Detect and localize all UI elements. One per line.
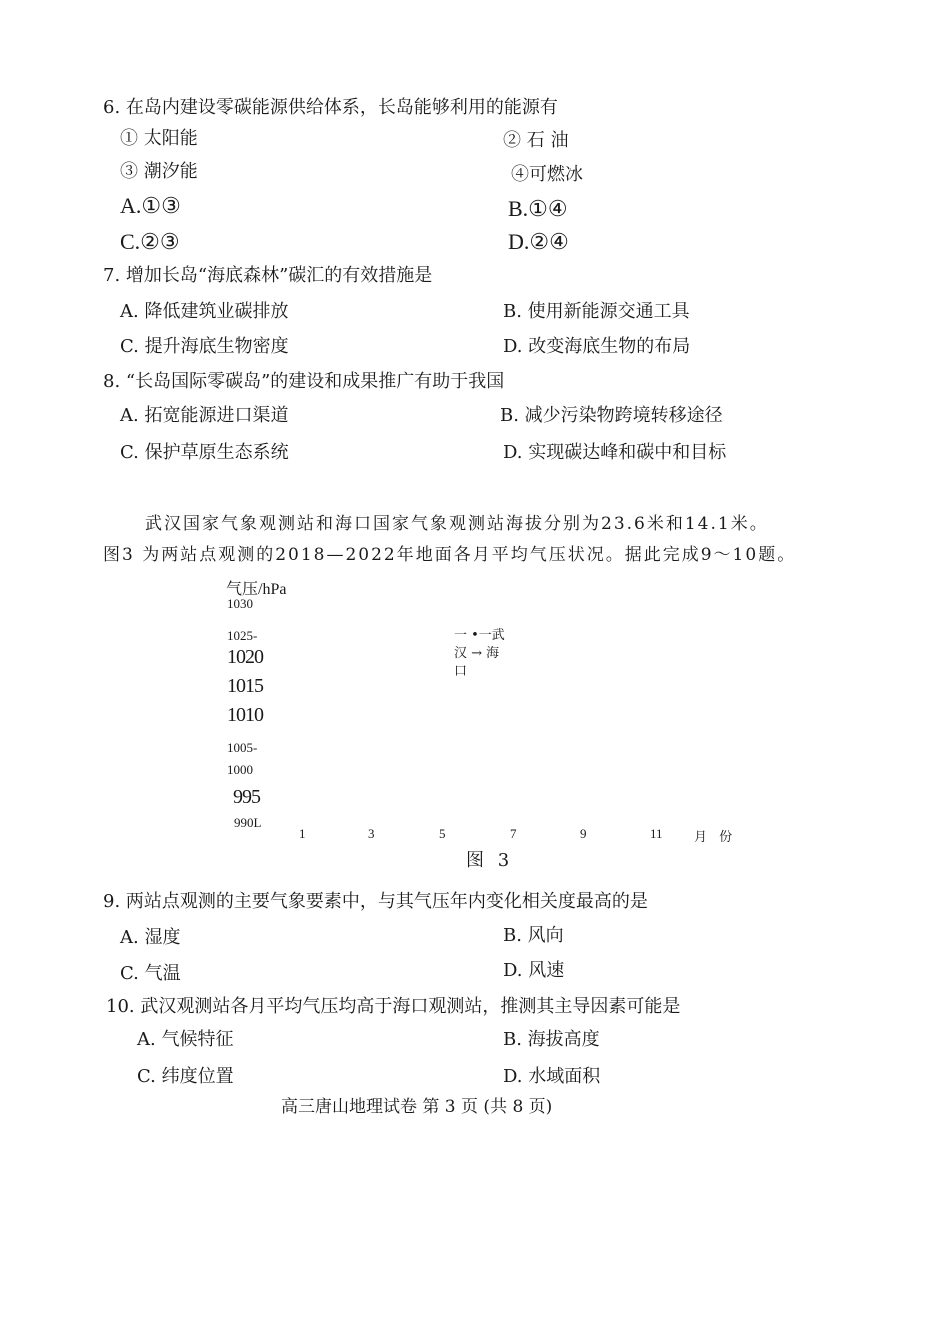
q7-stem: 7. 增加长岛“海底森林”碳汇的有效措施是 (103, 265, 433, 286)
q9-option-b[interactable]: B. 风向 (503, 925, 564, 946)
x-tick-5: 5 (439, 826, 446, 841)
q6-item-4: ④可燃冰 (511, 164, 583, 185)
q7-option-b[interactable]: B. 使用新能源交通工具 (503, 301, 690, 322)
q8-option-d[interactable]: D. 实现碳达峰和碳中和目标 (503, 442, 727, 463)
chart-ylabel: 气压/hPa (226, 581, 287, 598)
y-tick-990: 990L (234, 815, 262, 830)
q10-option-c[interactable]: C. 纬度位置 (137, 1066, 234, 1087)
y-tick-1025: 1025- (227, 628, 258, 643)
y-tick-1000: 1000 (227, 762, 253, 777)
y-tick-1020: 1020 (227, 646, 263, 668)
q10-option-d[interactable]: D. 水域面积 (503, 1066, 601, 1087)
chart-xlabel: 月 份 (694, 830, 737, 845)
q6-stem: 6. 在岛内建设零碳能源供给体系，长岛能够利用的能源有 (103, 97, 558, 118)
q6-option-a[interactable]: A.①③ (120, 193, 181, 218)
q7-option-c[interactable]: C. 提升海底生物密度 (120, 336, 289, 357)
q6-option-b[interactable]: B.①④ (508, 196, 568, 221)
y-tick-1010: 1010 (227, 704, 263, 726)
q10-option-b[interactable]: B. 海拔高度 (503, 1029, 600, 1050)
y-tick-995: 995 (233, 786, 260, 808)
q10-stem: 10. 武汉观测站各月平均气压均高于海口观测站，推测其主导因素可能是 (106, 996, 681, 1017)
x-tick-1: 1 (299, 826, 306, 841)
q8-stem: 8. “长岛国际零碳岛”的建设和成果推广有助于我国 (103, 371, 505, 392)
q6-item-2: ② 石 油 (503, 130, 569, 151)
y-tick-1030: 1030 (227, 596, 253, 611)
q7-option-d[interactable]: D. 改变海底生物的布局 (503, 336, 691, 357)
q6-item-1: ① 太阳能 (120, 128, 198, 149)
y-tick-1015: 1015 (227, 675, 263, 697)
q9-stem: 9. 两站点观测的主要气象要素中，与其气压年内变化相关度最高的是 (103, 891, 648, 912)
figure-caption: 图 3 (466, 850, 514, 871)
q7-option-a[interactable]: A. 降低建筑业碳排放 (120, 301, 289, 322)
q8-option-a[interactable]: A. 拓宽能源进口渠道 (120, 405, 289, 426)
legend-line-1: 一 •一武 (454, 628, 505, 643)
q9-option-a[interactable]: A. 湿度 (120, 927, 181, 948)
x-tick-9: 9 (580, 826, 587, 841)
q10-option-a[interactable]: A. 气候特征 (137, 1029, 234, 1050)
q8-option-b[interactable]: B. 减少污染物跨境转移途径 (500, 405, 723, 426)
x-tick-11: 11 (650, 826, 663, 841)
q8-option-c[interactable]: C. 保护草原生态系统 (120, 442, 289, 463)
material-line-1: 武汉国家气象观测站和海口国家气象观测站海拔分别为23.6米和14.1米。 (145, 514, 769, 534)
q6-item-3: ③ 潮汐能 (120, 161, 198, 182)
q9-option-d[interactable]: D. 风速 (503, 960, 565, 981)
y-tick-1005: 1005- (227, 740, 258, 755)
q6-option-c[interactable]: C.②③ (120, 229, 180, 254)
material-line-2: 图3 为两站点观测的2018—2022年地面各月平均气压状况。据此完成9～10题。 (103, 545, 797, 565)
x-tick-3: 3 (368, 826, 375, 841)
q6-option-d[interactable]: D.②④ (508, 229, 569, 254)
x-tick-7: 7 (510, 826, 517, 841)
legend-line-3: 口 (454, 664, 468, 679)
q9-option-c[interactable]: C. 气温 (120, 963, 181, 984)
page-footer: 高三唐山地理试卷 第 3 页 (共 8 页) (281, 1097, 553, 1117)
legend-line-2: 汉 → 海 (454, 646, 500, 661)
